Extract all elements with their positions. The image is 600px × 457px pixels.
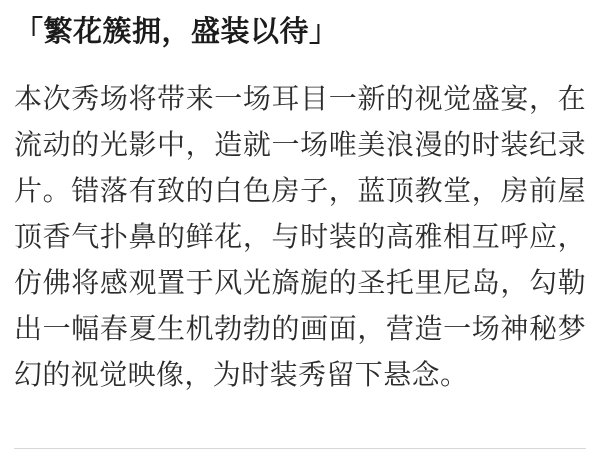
bottom-divider [14, 448, 586, 449]
body-paragraph: 本次秀场将带来一场耳目一新的视觉盛宴，在流动的光影中，造就一场唯美浪漫的时装纪录片。错落有致的白色房子，蓝顶教堂，房前屋顶香气扑鼻的鲜花，与时装的高雅相互呼应，仿佛将感观置于风光旖旎的圣托里尼岛，勾勒出一幅春夏生机勃勃的画面，营造一场神秘梦幻的视觉映像，为时装秀留下悬念。 [14, 83, 586, 390]
page-title: 「繁花簇拥，盛装以待」 [14, 16, 339, 48]
